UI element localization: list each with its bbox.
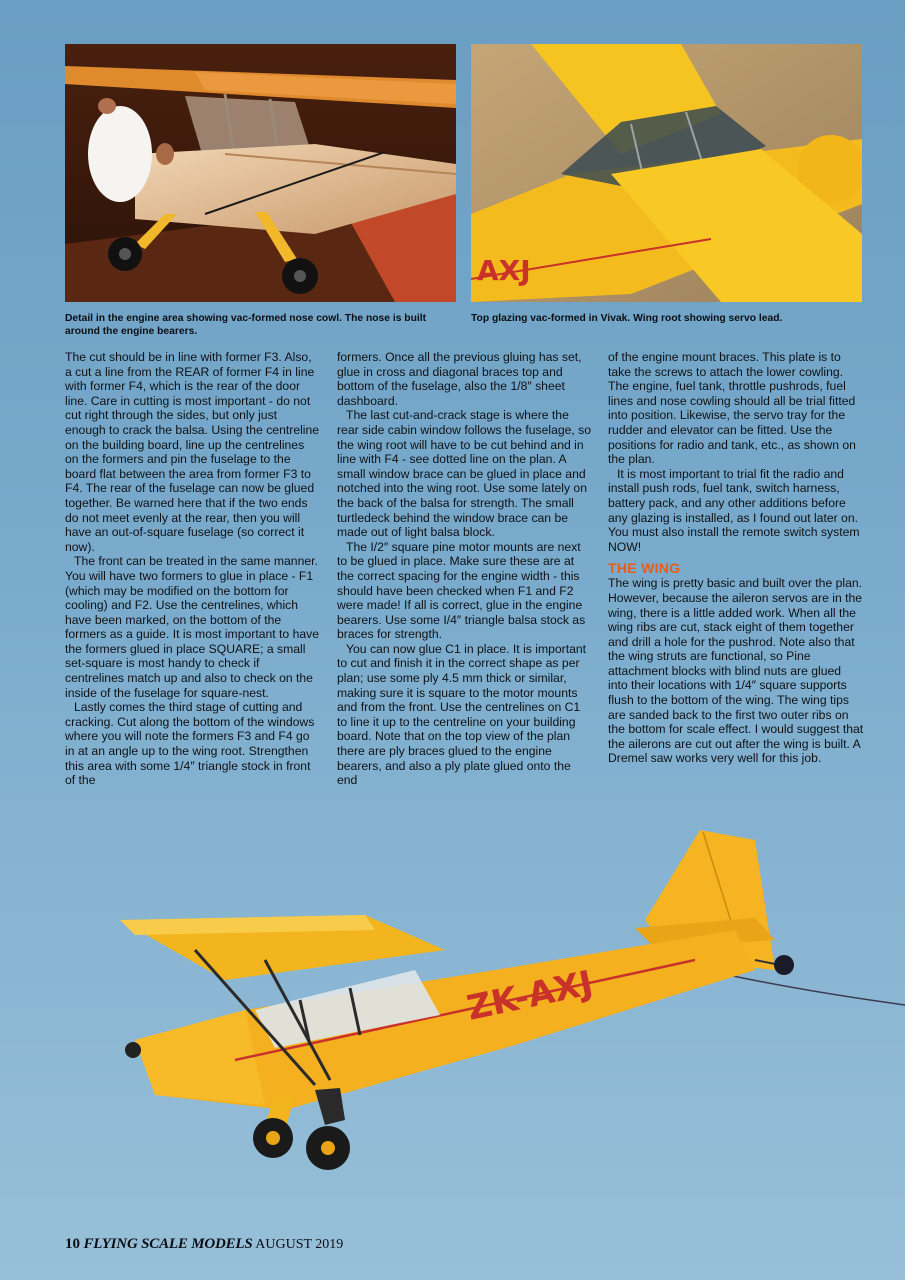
flying-plane-photo	[115, 820, 905, 1180]
paragraph: Lastly comes the third stage of cutting and cracking. Cut along the bottom of the windows where you will note the formers F3 and F4 go in at an angle up to the wing root. Strengthen this area with some 1/4″ triangle stock in front of the	[65, 700, 315, 788]
paragraph: The I/2″ square pine motor mounts are next to be glued in place. Make sure these are at the correct spacing for the engine width - this should have been checked when F1 and F2 were made! If all is correct, glue in the engine bearers. Use some I/4″ triangle balsa stock as braces for strength.	[337, 539, 586, 642]
article-column-1	[65, 350, 321, 788]
paragraph: It is most important to trial fit the radio and install push rods, fuel tank, switch harness, battery pack, and any other additions before any glazing is installed, as I found out later on. You must also install the remote switch system NOW!	[608, 466, 860, 554]
paragraph: You can now glue C1 in place. It is important to cut and finish it in the correct shape as per plan; use some ply 4.5 mm thick or similar, making sure it is square to the motor mounts and from the front. Use the centrelines on C1 to line it up to the centreline on your building board. Note that on the top view of the plan there are ply braces glued to the engine bearers, and also a ply plate glued onto the end	[337, 641, 587, 788]
registration-fragment: AXJ	[477, 254, 531, 287]
page-footer	[65, 1236, 343, 1253]
caption-top-glazing: Top glazing vac-formed in Vivak. Wing root showing servo lead.	[471, 313, 783, 324]
plane-in-flight-illustration	[115, 820, 905, 1180]
article-column-3	[608, 350, 864, 766]
caption-engine-area: Detail in the engine area showing vac-formed nose cowl. The nose is built around the engine bearers.	[65, 313, 427, 337]
registration-mark: ZK-AXJ	[463, 963, 597, 1029]
section-heading-the-wing: THE WING	[608, 560, 681, 577]
issue-date: AUGUST 2019	[255, 1237, 344, 1252]
engine-cowl-illustration	[65, 44, 456, 302]
paragraph: of the engine mount braces. This plate is to take the screws to attach the lower cowling. The engine, fuel tank, throttle pushrods, fuel lines and nose cowling should all be trial fitted into position. Likewise, the servo tray for the rudder and elevator can be fitted. Use the positions for radio and tank, etc., as shown on the plan.	[608, 350, 856, 467]
page-number: 10	[65, 1236, 80, 1252]
paragraph: The front can be treated in the same manner. You will have two formers to glue in place - F1 (which may be modified on the bottom for cooling) and F2. Use the centrelines, which have been marked, on the bottom of the formers as a guide. It is most important to have the formers glued in place SQUARE; a small set-square is most handy to check if centrelines match up and also to check on the inside of the fuselage for square-nest.	[65, 554, 320, 700]
article-column-2	[337, 350, 593, 788]
magazine-title: FLYING SCALE MODELS	[83, 1236, 253, 1252]
paragraph: formers. Once all the previous gluing has set, glue in cross and diagonal braces top and bottom of the fuselage, also the 1/8″ sheet dashboard.	[337, 350, 582, 408]
engine-cowl-photo	[65, 44, 456, 302]
paragraph: The wing is pretty basic and built over the plan. However, because the aileron servos are in the wing, there is a little added work. When all the wing ribs are cut, stack eight of them together and drill a hole for the pushrod. Note also that the wing struts are functional, so Pine attachment blocks with blind nuts are glued into their locations with 1/4″ square supports flush to the bottom of the wing. The wing tips are sanded back to the first two outer ribs on the bottom for scale effect. I would suggest that the ailerons are cut out after the wing is built. A Dremel saw works very well for this job.	[608, 576, 864, 766]
top-glazing-photo	[471, 44, 862, 302]
paragraph: The last cut-and-crack stage is where the rear side cabin window follows the fuselage, so the wing root will have to be cut behind and in line with F4 - see dotted line on the plan. A small window brace can be glued in place and notched into the wing root. Use some lately on the back of the balsa for strength. The small turtledeck behind the window brace can be made out of light balsa block.	[337, 408, 592, 540]
wing-root-illustration	[471, 44, 862, 302]
paragraph: The cut should be in line with former F3. Also, a cut a line from the REAR of former F4 in line with former F4, which is the rear of the door line. Care in cutting is most important - do not cut right through the sides, but only just enough to crack the balsa. Using the centreline on the building board, line up the centrelines on the formers and pin the fuselage to the board flat between the area from former F3 to F4. The rear of the fuselage can now be glued together. Be warned here that if the two ends do not meet evenly at the rear, then you will have an out-of-square fuselage (so correct it now).	[65, 350, 320, 554]
